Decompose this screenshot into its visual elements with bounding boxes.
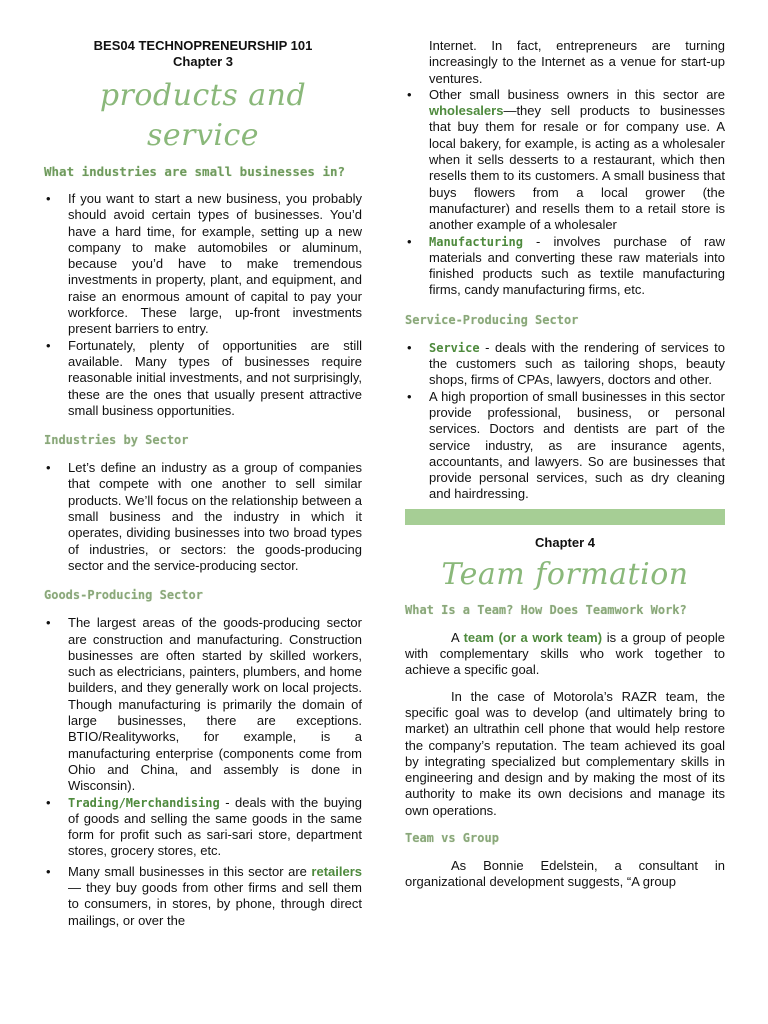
course-title: BES04 TECHNOPRENEURSHIP 101: [93, 38, 313, 53]
keyword-service: Service: [429, 340, 480, 355]
team-paragraph-2: In the case of Motorola’s RAZR team, the specific goal was to develop (and ultimately bring to market) an ultrathin cell phone that would help restore the company’s reputation. The team achieved its goal by integrating specialized but complementary skills in engineering and design and by making the most of its authority to make its own decisions and manage its own operations.: [405, 688, 725, 818]
intro-list: [44, 191, 362, 419]
section-heading-industries: What industries are small businesses in?: [44, 164, 346, 179]
sector-list: [44, 460, 362, 574]
section-divider-band: [405, 509, 725, 525]
list-item: • Manufacturing - involves purchase of raw materials and converting these raw materials into finished products such as textile manufacturing firms, candy manufacturing firms, etc.: [405, 234, 725, 299]
team-paragraph-1: A team (or a work team) is a group of people with complementary skills who work together to achieve a specific goal.: [405, 629, 725, 678]
section-heading-goods: Goods-Producing Sector: [44, 588, 203, 603]
wholesale-list: [405, 87, 725, 299]
chapter-4-title: Team formation: [441, 556, 689, 592]
left-column: [44, 0, 362, 929]
team-paragraph-3: As Bonnie Edelstein, a consultant in organizational development suggests, “A group: [405, 857, 725, 890]
list-item: • Other small business owners in this sector are wholesalers—they sell products to businesses that buy them for resale or for company use. A local bakery, for example, is acting as a wholesaler when it sells desserts to a restaurant, which then resells them to its customers. A small business that buys flowers from a local grower (the manufacturer) and resells them to a retail store is another example of a wholesaler: [405, 87, 725, 234]
keyword-manufacturing: Manufacturing: [429, 234, 523, 249]
list-item: • The largest areas of the goods-producing sector are construction and manufacturing. Construction businesses are often started by skilled workers, such as electricians, painters, plumbers, and home builders, and they generally work on local projects. Though manufacturing is primarily the domain of large businesses, there are exceptions. BTIO/Realityworks, for example, is a manufacturing enterprise (components come from Ohio and China, and assembly is done in Wisconsin).: [44, 615, 362, 794]
list-item: • If you want to start a new business, you probably should avoid certain types of businesses. You’d have a hard time, for example, setting up a new company to make automobiles or aluminum, because you’d have to make tremendous investments in property, plant, and equipment, and raise an enormous amount of capital to pay your workforce. These large, up-front investments present barriers to entry.: [44, 191, 362, 338]
section-heading-team: What Is a Team? How Does Teamwork Work?: [405, 602, 687, 617]
list-item: • A high proportion of small businesses in this sector provide professional, business, or personal services. Doctors and dentists are part of the service industry, as are insurance agents, accountants, and lawyers. So are businesses that provide personal services, such as dry cleaning and hairdressing.: [405, 389, 725, 503]
keyword-retailers: retailers: [311, 863, 362, 879]
list-item: • Service - deals with the rendering of services to the customers such as tailoring shops, beauty shops, firms of CPAs, lawyers, doctors and other.: [405, 340, 725, 389]
keyword-team: team (or a work team): [463, 629, 603, 645]
retail-continuation: Internet. In fact, entrepreneurs are turning increasingly to the Internet as a venue for start-up ventures.: [429, 38, 725, 86]
list-item: • Trading/Merchandising - deals with the buying of goods and selling the same goods in the same form for profit such as sari-sari store, department stores, grocery stores, etc.: [44, 795, 362, 860]
goods-list: [44, 615, 362, 929]
section-heading-team-vs-group: Team vs Group: [405, 830, 499, 845]
list-item: • Fortunately, plenty of opportunities are still available. Many types of businesses require reasonable initial investments, and not surprisingly, these are the ones that usually present attractive small business opportunities.: [44, 338, 362, 419]
section-heading-sector: Industries by Sector: [44, 433, 189, 448]
keyword-wholesalers: wholesalers: [429, 103, 504, 119]
chapter-title: products and service: [99, 78, 307, 153]
list-item: • Let’s define an industry as a group of companies that compete with one another to sell similar products. We’ll focus on the relationship between a small business and the industry in which it operates, dividing businesses into two broad types of industries, or sectors: the goods-producing sector and the service-producing sector.: [44, 460, 362, 574]
keyword-trading: Trading/Merchandising: [68, 795, 220, 810]
right-column: [405, 0, 725, 891]
chapter-4-label: Chapter 4: [535, 534, 595, 550]
chapter-label: Chapter 3: [173, 54, 233, 69]
service-list: [405, 340, 725, 503]
section-heading-service: Service-Producing Sector: [405, 312, 579, 327]
list-item: • Many small businesses in this sector are retailers— they buy goods from other firms and sell them to consumers, in stores, by phone, through direct mailings, or over the: [44, 864, 362, 929]
